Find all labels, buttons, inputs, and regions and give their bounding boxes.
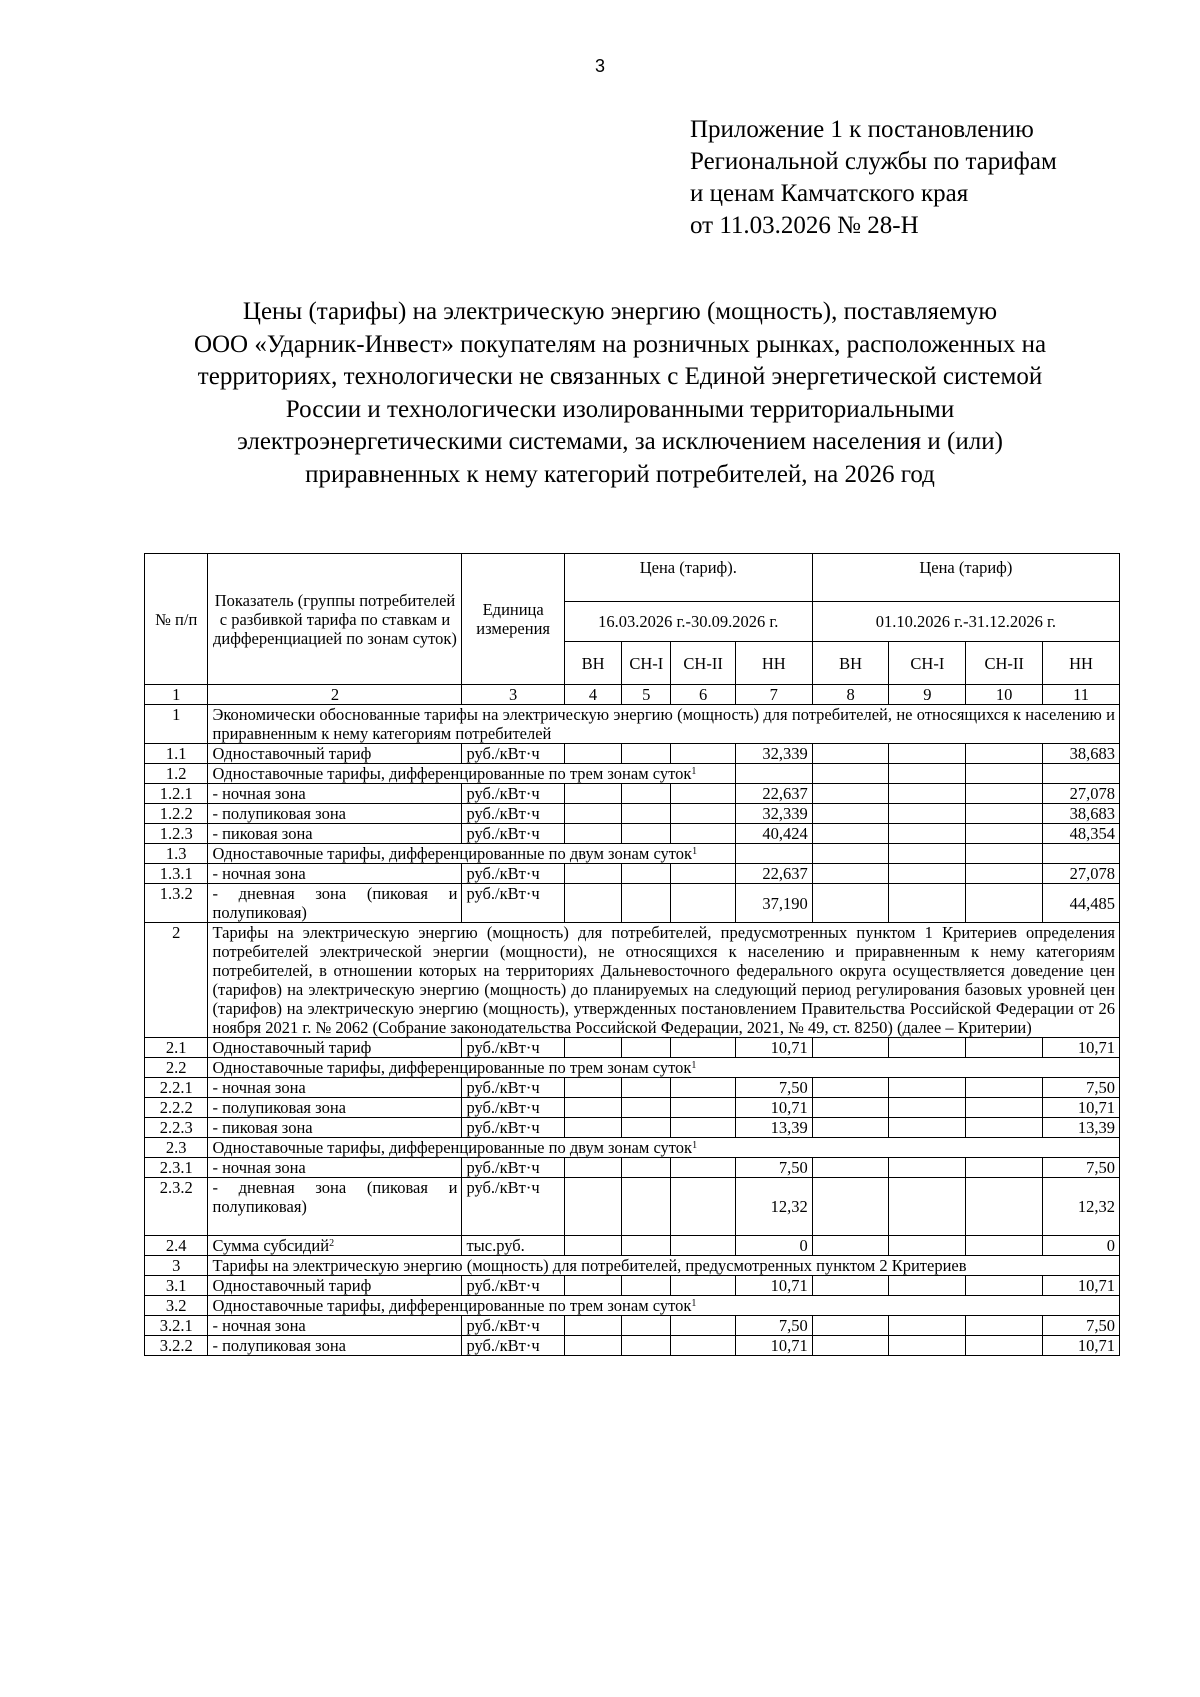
row-name: Сумма субсидий$^2$	[208, 1236, 462, 1256]
row-name: - полупиковая зона	[208, 804, 462, 824]
row-number: 2.2	[145, 1058, 208, 1078]
table-row	[145, 1178, 1120, 1236]
tariff-nn-period-1: 37,190	[735, 884, 812, 923]
table-row	[145, 884, 1120, 923]
column-number: 7	[735, 685, 812, 705]
group-title: Одноставочные тарифы, дифференцированные по двум зонам суток$^1$	[208, 844, 735, 864]
tariff-nn-period-1: 0	[735, 1236, 812, 1256]
table-row	[145, 1118, 1120, 1138]
row-name: - пиковая зона	[208, 1118, 462, 1138]
tariff-nn-period-2: 10,71	[1043, 1276, 1120, 1296]
tariff-nn-period-2: 7,50	[1043, 1078, 1120, 1098]
row-unit: тыс.руб.	[462, 1236, 564, 1256]
tariff-nn-period-2: 13,39	[1043, 1118, 1120, 1138]
tariff-nn-period-2: 38,683	[1043, 804, 1120, 824]
group-row	[145, 844, 1120, 864]
row-number: 2.2.3	[145, 1118, 208, 1138]
row-name: - ночная зона	[208, 784, 462, 804]
tariff-nn-period-1: 10,71	[735, 1098, 812, 1118]
page-number: 3	[594, 56, 605, 76]
tariff-nn-period-2: 38,683	[1043, 744, 1120, 764]
section-row	[145, 1256, 1120, 1276]
row-name: Одноставочный тариф	[208, 1276, 462, 1296]
row-unit: руб./кВт·ч	[462, 1316, 564, 1336]
table-row	[145, 804, 1120, 824]
table-row	[145, 1276, 1120, 1296]
footnote-mark: 1	[692, 846, 698, 857]
row-number: 1.2.1	[145, 784, 208, 804]
row-unit: руб./кВт·ч	[462, 864, 564, 884]
column-number: 4	[564, 685, 621, 705]
row-unit: руб./кВт·ч	[462, 1276, 564, 1296]
section-title: Экономически обоснованные тарифы на электрическую энергию (мощность) для потребителей, не относящихся к населению и приравненным к нему категориям потребителей	[208, 705, 1120, 744]
tariff-table	[144, 553, 1120, 1356]
tariff-nn-period-1: 10,71	[735, 1336, 812, 1356]
tariff-nn-period-1: 12,32	[735, 1178, 812, 1236]
row-name: - ночная зона	[208, 864, 462, 884]
group-row	[145, 1296, 1120, 1316]
row-number: 3.2.1	[145, 1316, 208, 1336]
tariff-nn-period-1: 10,71	[735, 1038, 812, 1058]
table-row	[145, 784, 1120, 804]
header-level: ВН	[812, 642, 889, 685]
table-row	[145, 1078, 1120, 1098]
tariff-nn-period-1: 40,424	[735, 824, 812, 844]
header-period-1: 16.03.2026 г.-30.09.2026 г.	[564, 602, 812, 642]
title-line: ООО «Ударник-Инвест» покупателям на розничных рынках, расположенных на	[193, 330, 1047, 358]
table-row	[145, 1098, 1120, 1118]
header-level: НН	[1043, 642, 1120, 685]
table-row	[145, 1038, 1120, 1058]
header-unit: Единица измерения	[462, 554, 564, 685]
row-number: 2.1	[145, 1038, 208, 1058]
column-number: 11	[1043, 685, 1120, 705]
group-row	[145, 1138, 1120, 1158]
header-price-period-2: Цена (тариф)	[812, 554, 1119, 602]
row-number: 3.1	[145, 1276, 208, 1296]
row-unit: руб./кВт·ч	[462, 744, 564, 764]
header-level: СН-I	[622, 642, 671, 685]
tariff-nn-period-2: 10,71	[1043, 1038, 1120, 1058]
row-number: 1.3	[145, 844, 208, 864]
tariff-nn-period-2: 48,354	[1043, 824, 1120, 844]
tariff-nn-period-1: 32,339	[735, 744, 812, 764]
footnote-mark: 1	[691, 1060, 697, 1071]
row-name: - ночная зона	[208, 1158, 462, 1178]
row-number: 2.4	[145, 1236, 208, 1256]
appendix-line: и ценам Камчатского края	[690, 180, 969, 207]
header-level: СН-II	[671, 642, 736, 685]
row-name: Одноставочный тариф	[208, 1038, 462, 1058]
title-line: приравненных к нему категорий потребителей, на 2026 год	[305, 460, 935, 488]
tariff-nn-period-2: 10,71	[1043, 1336, 1120, 1356]
row-unit: руб./кВт·ч	[462, 1336, 564, 1356]
title-line: электроэнергетическими системами, за исключением населения и (или)	[237, 428, 1003, 455]
row-unit: руб./кВт·ч	[462, 884, 564, 923]
tariff-nn-period-1: 10,71	[735, 1276, 812, 1296]
header-level: СН-I	[889, 642, 966, 685]
column-number: 2	[208, 685, 462, 705]
footnote-mark: 1	[692, 1140, 698, 1151]
title-line: территориях, технологически не связанных с Единой энергетической системой	[197, 363, 1043, 390]
appendix-line: Приложение 1 к постановлению	[690, 116, 1034, 143]
tariff-nn-period-1: 22,637	[735, 864, 812, 884]
row-name: - ночная зона	[208, 1078, 462, 1098]
tariff-nn-period-2: 27,078	[1043, 864, 1120, 884]
appendix-line: от 11.03.2026 № 28-Н	[690, 212, 919, 239]
row-unit: руб./кВт·ч	[462, 1158, 564, 1178]
table-row	[145, 744, 1120, 764]
document-title	[130, 296, 1110, 491]
table-row	[145, 1158, 1120, 1178]
table-row	[145, 1236, 1120, 1256]
row-name: - дневная зона (пиковая и полупиковая)	[208, 884, 462, 923]
section-number: 1	[145, 705, 208, 744]
group-title: Одноставочные тарифы, дифференцированные по двум зонам суток$^1$	[208, 1138, 1120, 1158]
header-level: ВН	[564, 642, 621, 685]
tariff-nn-period-2: 10,71	[1043, 1098, 1120, 1118]
row-number: 2.3	[145, 1138, 208, 1158]
tariff-nn-period-1: 22,637	[735, 784, 812, 804]
row-name: Одноставочный тариф	[208, 744, 462, 764]
row-number: 1.1	[145, 744, 208, 764]
row-number: 3.2.2	[145, 1336, 208, 1356]
title-line: России и технологически изолированными территориальными	[285, 395, 955, 423]
footnote-mark: 2	[329, 1238, 335, 1249]
header-indicator: Показатель (группы потребителей с разбивкой тарифа по ставкам и дифференциацией по зонам суток)	[208, 554, 462, 685]
group-row	[145, 764, 1120, 784]
group-title: Одноставочные тарифы, дифференцированные по трем зонам суток$^1$	[208, 764, 735, 784]
table-row	[145, 864, 1120, 884]
tariff-nn-period-2: 0	[1043, 1236, 1120, 1256]
column-number: 1	[145, 685, 208, 705]
column-number: 10	[966, 685, 1043, 705]
column-number: 9	[889, 685, 966, 705]
row-unit: руб./кВт·ч	[462, 1098, 564, 1118]
row-unit: руб./кВт·ч	[462, 1118, 564, 1138]
column-number: 5	[622, 685, 671, 705]
row-number: 2.3.2	[145, 1178, 208, 1236]
column-number: 3	[462, 685, 564, 705]
section-row	[145, 923, 1120, 1038]
group-title: Одноставочные тарифы, дифференцированные по трем зонам суток$^1$	[208, 1296, 1120, 1316]
tariff-nn-period-1: 7,50	[735, 1158, 812, 1178]
header-number: № п/п	[145, 554, 208, 685]
row-unit: руб./кВт·ч	[462, 1178, 564, 1236]
header-level: НН	[735, 642, 812, 685]
row-number: 1.2	[145, 764, 208, 784]
group-title: Одноставочные тарифы, дифференцированные по трем зонам суток$^1$	[208, 1058, 1120, 1078]
row-number: 1.2.3	[145, 824, 208, 844]
header-period-2: 01.10.2026 г.-31.12.2026 г.	[812, 602, 1119, 642]
table-row	[145, 1316, 1120, 1336]
column-number: 6	[671, 685, 736, 705]
row-unit: руб./кВт·ч	[462, 1038, 564, 1058]
row-name: - полупиковая зона	[208, 1336, 462, 1356]
row-name: - ночная зона	[208, 1316, 462, 1336]
row-unit: руб./кВт·ч	[462, 804, 564, 824]
row-number: 1.3.1	[145, 864, 208, 884]
row-number: 2.2.2	[145, 1098, 208, 1118]
header-price-period-1: Цена (тариф).	[564, 554, 812, 602]
row-number: 1.3.2	[145, 884, 208, 923]
tariff-nn-period-2: 27,078	[1043, 784, 1120, 804]
section-number: 2	[145, 923, 208, 1038]
row-name: - дневная зона (пиковая и полупиковая)	[208, 1178, 462, 1236]
row-number: 3.2	[145, 1296, 208, 1316]
row-unit: руб./кВт·ч	[462, 1078, 564, 1098]
tariff-nn-period-1: 32,339	[735, 804, 812, 824]
tariff-nn-period-2: 7,50	[1043, 1158, 1120, 1178]
row-number: 2.3.1	[145, 1158, 208, 1178]
row-unit: руб./кВт·ч	[462, 784, 564, 804]
tariff-nn-period-1: 7,50	[735, 1078, 812, 1098]
row-unit: руб./кВт·ч	[462, 824, 564, 844]
tariff-nn-period-2: 44,485	[1043, 884, 1120, 923]
group-row	[145, 1058, 1120, 1078]
tariff-nn-period-1: 7,50	[735, 1316, 812, 1336]
row-number: 2.2.1	[145, 1078, 208, 1098]
footnote-mark: 1	[691, 1298, 697, 1309]
column-number: 8	[812, 685, 889, 705]
section-number: 3	[145, 1256, 208, 1276]
table-row	[145, 824, 1120, 844]
tariff-nn-period-2: 7,50	[1043, 1316, 1120, 1336]
section-title: Тарифы на электрическую энергию (мощность) для потребителей, предусмотренных пунктом 2 Критериев	[208, 1256, 1120, 1276]
header-level: СН-II	[966, 642, 1043, 685]
tariff-nn-period-2: 12,32	[1043, 1178, 1120, 1236]
table-row	[145, 1336, 1120, 1356]
row-number: 1.2.2	[145, 804, 208, 824]
section-title: Тарифы на электрическую энергию (мощность) для потребителей, предусмотренных пунктом 1 Критериев определения потребителей электрической энергии (мощности), не относящихся к населению и приравненным к нему категориям потребителей, в отношении которых на территориях Дальневосточного федерального округа осуществляется доведение цен (тарифов) на электрическую энергию (мощность) до планируемых на следующий период регулирования базовых уровней цен (тарифов) на электрическую энергию (мощность), утвержденных постановлением Правительства Российской Федерации от 26 ноября 2021 г. № 2062 (Собрание законодательства Российской Федерации, 2021, № 49, ст. 8250) (далее – Критерии)	[208, 923, 1120, 1038]
title-line: Цены (тарифы) на электрическую энергию (мощность), поставляемую	[242, 298, 998, 325]
tariff-nn-period-1: 13,39	[735, 1118, 812, 1138]
row-name: - пиковая зона	[208, 824, 462, 844]
appendix-line: Региональной службы по тарифам	[690, 148, 1057, 175]
appendix-reference	[690, 114, 1057, 242]
section-row	[145, 705, 1120, 744]
row-name: - полупиковая зона	[208, 1098, 462, 1118]
footnote-mark: 1	[691, 766, 697, 777]
